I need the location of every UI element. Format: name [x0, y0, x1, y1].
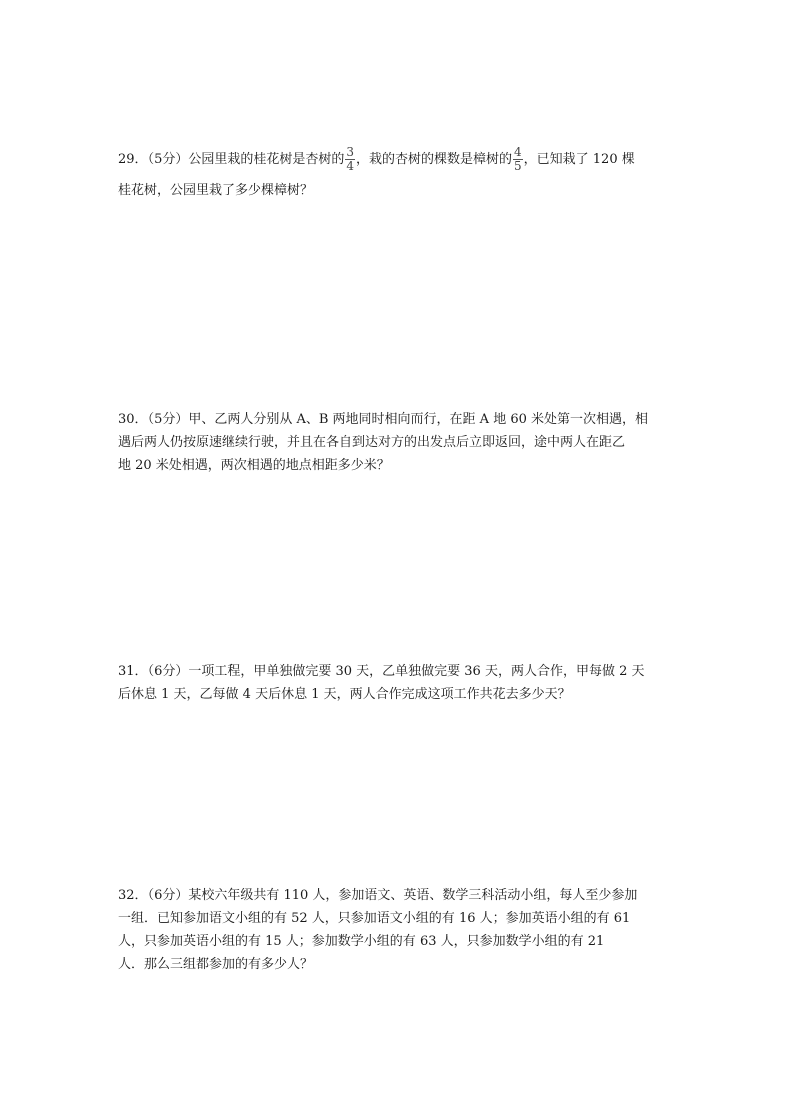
problem-30 [118, 408, 678, 477]
fraction-four-fifths [513, 146, 523, 173]
fraction-three-quarters [345, 146, 355, 173]
problem-32 [118, 884, 678, 976]
problem-30-line-3: 地 20 米处相遇，两次相遇的地点相距多少米？ [118, 458, 390, 473]
problem-31 [118, 660, 678, 706]
problem-29 [118, 143, 678, 202]
problem-text: 某校六年级共有 110 人，参加语文、英语、数学三科活动小组，每人至少参加 [188, 888, 638, 903]
fraction-denominator: 5 [514, 159, 522, 173]
problem-32-line-2: 一组．已知参加语文小组的有 52 人，只参加语文小组的有 16 人；参加英语小组的有 61 [118, 911, 631, 926]
problem-text: ，栽的杏树的棵数是樟树的 [356, 152, 513, 167]
problem-29-line-1: 29．（5分）公园里栽的桂花树是杏树的 $\frac{3}{4}$ ，栽的杏树的棵数是樟树的 $\frac{4}{5}$ ，已知栽了 120 棵 [118, 145, 635, 173]
problem-score: （6分） [147, 888, 189, 903]
problem-number: 31 [118, 664, 135, 679]
problem-number: 29 [118, 152, 135, 167]
problem-score: （5分） [147, 412, 189, 427]
problem-text: 公园里栽的桂花树是杏树的 [188, 152, 345, 167]
problem-32-line-3: 人，只参加英语小组的有 15 人；参加数学小组的有 63 人，只参加数学小组的有 21 [118, 934, 605, 949]
problem-30-line-2: 遇后两人仍按原速继续行驶，并且在各自到达对方的出发点后立即返回，途中两人在距乙 [118, 435, 626, 450]
problem-text: ，已知栽了 120 棵 [523, 152, 635, 167]
problem-score: （5分） [147, 152, 189, 167]
problem-31-line-1: 31．（6分）一项工程，甲单独做完要 30 天，乙单独做完要 36 天，两人合作，甲每做 2 天 [118, 664, 645, 679]
problem-30-line-1: 30．（5分）甲、乙两人分别从 A、B 两地同时相向而行，在距 A 地 60 米处第一次相遇，相 [118, 412, 649, 427]
problem-32-line-1: 32．（6分）某校六年级共有 110 人，参加语文、英语、数学三科活动小组，每人至少参加 [118, 888, 638, 903]
problem-text: 甲、乙两人分别从 A、B 两地同时相向而行，在距 A 地 60 米处第一次相遇，相 [188, 412, 649, 427]
problem-text: 一项工程，甲单独做完要 30 天，乙单独做完要 36 天，两人合作，甲每做 2 天 [188, 664, 645, 679]
problem-32-line-4: 人．那么三组都参加的有多少人？ [118, 957, 314, 972]
problem-29-line-2: 桂花树，公园里栽了多少棵樟树？ [118, 183, 314, 198]
fraction-denominator: 4 [346, 159, 354, 173]
problem-31-line-2: 后休息 1 天，乙每做 4 天后休息 1 天，两人合作完成这项工作共花去多少天？ [118, 687, 571, 702]
problem-number: 32 [118, 888, 135, 903]
problem-score: （6分） [147, 664, 189, 679]
problem-number: 30 [118, 412, 135, 427]
fraction-numerator: 3 [346, 145, 354, 159]
fraction-numerator: 4 [514, 145, 522, 159]
